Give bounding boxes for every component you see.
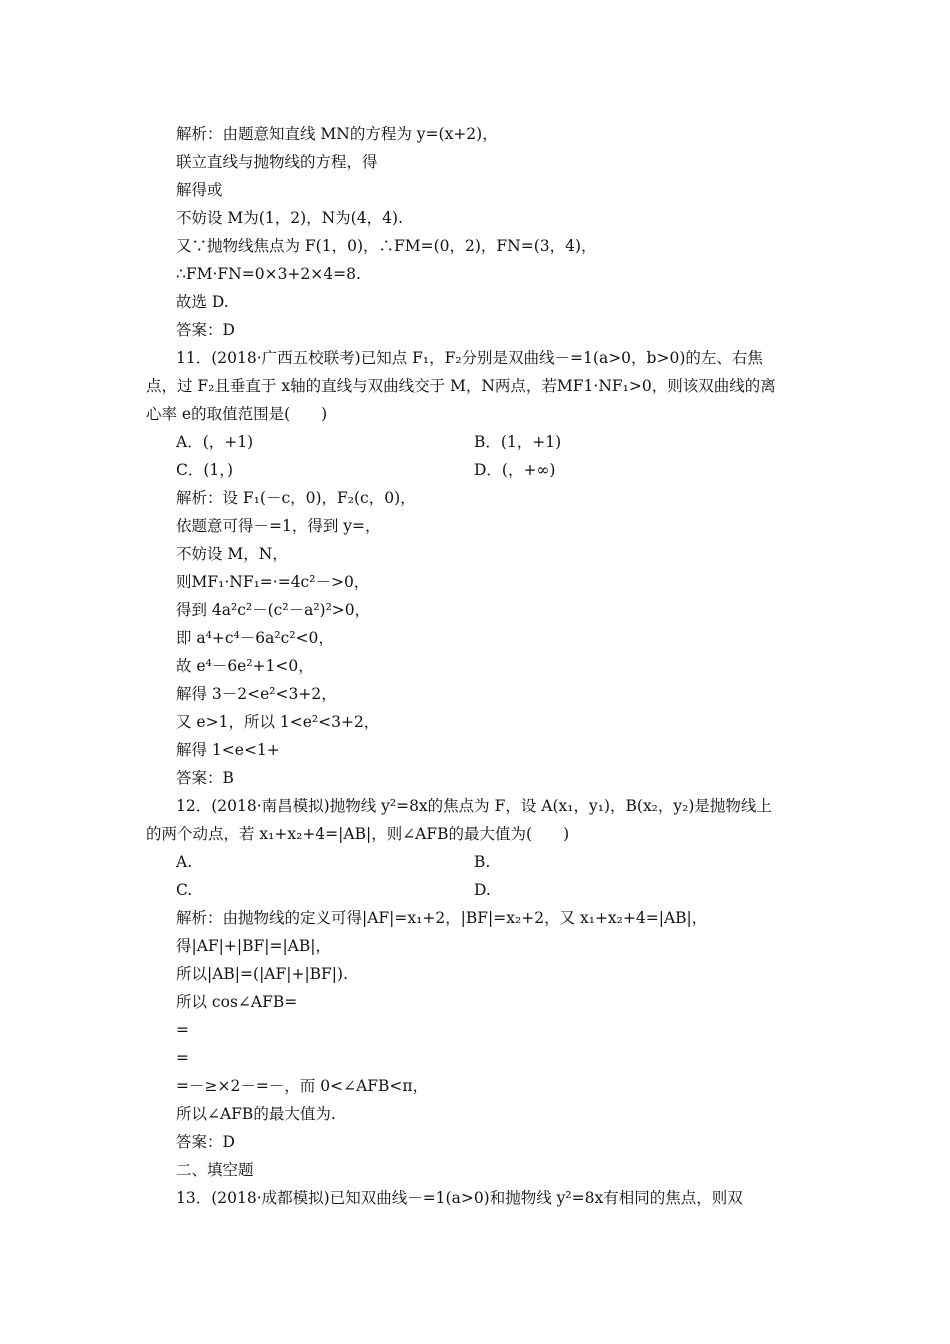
q12-option-c: C. [176,881,193,899]
q11-answer: 答案：B [176,769,234,787]
q11-stem-line: 心率 e的取值范围是( ) [146,405,328,423]
q10-solution-line: ∴FM·FN=0×3+2×4=8. [176,265,361,283]
q12-stem-line: 12．(2018·南昌模拟)抛物线 y²=8x的焦点为 F，设 A(x₁，y₁)，B(x₂，y₂)是抛物线上 [176,797,772,815]
q12-solution-line: = [176,1049,189,1067]
q12-solution-line: = [176,1021,189,1039]
q11-stem-line: 11．(2018·广西五校联考)已知点 F₁，F₂分别是双曲线－=1(a>0，b>0)的左、右焦 [176,349,763,367]
q12-solution-line: 所以|AB|=(|AF|+|BF|). [176,965,349,983]
q13-stem-line: 13．(2018·成都模拟)已知双曲线－=1(a>0)和抛物线 y²=8x有相同的焦点，则双 [176,1189,743,1207]
q10-solution-line: 联立直线与抛物线的方程，得 [176,153,378,171]
q11-option-b: B．(1，+1) [474,433,562,451]
q12-option-a: A. [176,853,193,871]
q11-stem-line: 点，过 F₂且垂直于 x轴的直线与双曲线交于 M，N两点，若MF1·NF₁>0，则该双曲线的离 [146,377,776,395]
q11-solution-line: 解析：设 F₁(－c，0)，F₂(c，0)， [176,489,416,507]
q10-solution-line: 又∵抛物线焦点为 F(1，0)，∴FM=(0，2)，FN=(3，4)， [176,237,597,255]
q11-option-c: C．(1，) [176,461,234,479]
q12-solution-line: 所以 cos∠AFB= [176,993,298,1011]
q11-option-d: D．(，+∞) [474,461,556,479]
q10-solution-line: 解析：由题意知直线 MN的方程为 y=(x+2)， [176,125,498,143]
q11-solution-line: 故 e⁴－6e²+1<0， [176,657,314,675]
q10-solution-line: 不妨设 M为(1，2)，N为(4，4). [176,209,403,227]
q11-option-a: A．(，+1) [176,433,254,451]
q12-solution-line: 得|AF|+|BF|=|AB|， [176,937,331,955]
q12-solution-line: 所以∠AFB的最大值为. [176,1105,336,1123]
q10-solution-line: 故选 D. [176,293,229,311]
q11-solution-line: 则MF₁·NF₁=·=4c²－>0， [176,573,370,591]
q11-solution-line: 得到 4a²c²－(c²－a²)²>0， [176,601,371,619]
q11-solution-line: 依题意可得－=1，得到 y=， [176,517,381,535]
q12-stem-line: 的两个动点，若 x₁+x₂+4=|AB|，则∠AFB的最大值为( ) [146,825,570,843]
q12-solution-line: 解析：由抛物线的定义可得|AF|=x₁+2，|BF|=x₂+2，又 x₁+x₂+4=|AB|， [176,909,708,927]
q11-solution-line: 即 a⁴+c⁴－6a²c²<0， [176,629,334,647]
q11-solution-line: 解得 3－2<e²<3+2， [176,685,337,703]
q10-answer: 答案：D [176,321,235,339]
q11-solution-line: 解得 1<e<1+ [176,741,280,759]
q12-option-b: B. [474,853,491,871]
section-heading: 二、填空题 [176,1161,254,1179]
q10-solution-line: 解得或 [176,181,223,199]
q12-solution-line: =－≥×2－=－，而 0<∠AFB<π， [176,1077,429,1095]
q11-solution-line: 又 e>1，所以 1<e²<3+2， [176,713,380,731]
q11-solution-line: 不妨设 M，N， [176,545,288,563]
q12-option-d: D. [474,881,491,899]
q12-answer: 答案：D [176,1133,235,1151]
